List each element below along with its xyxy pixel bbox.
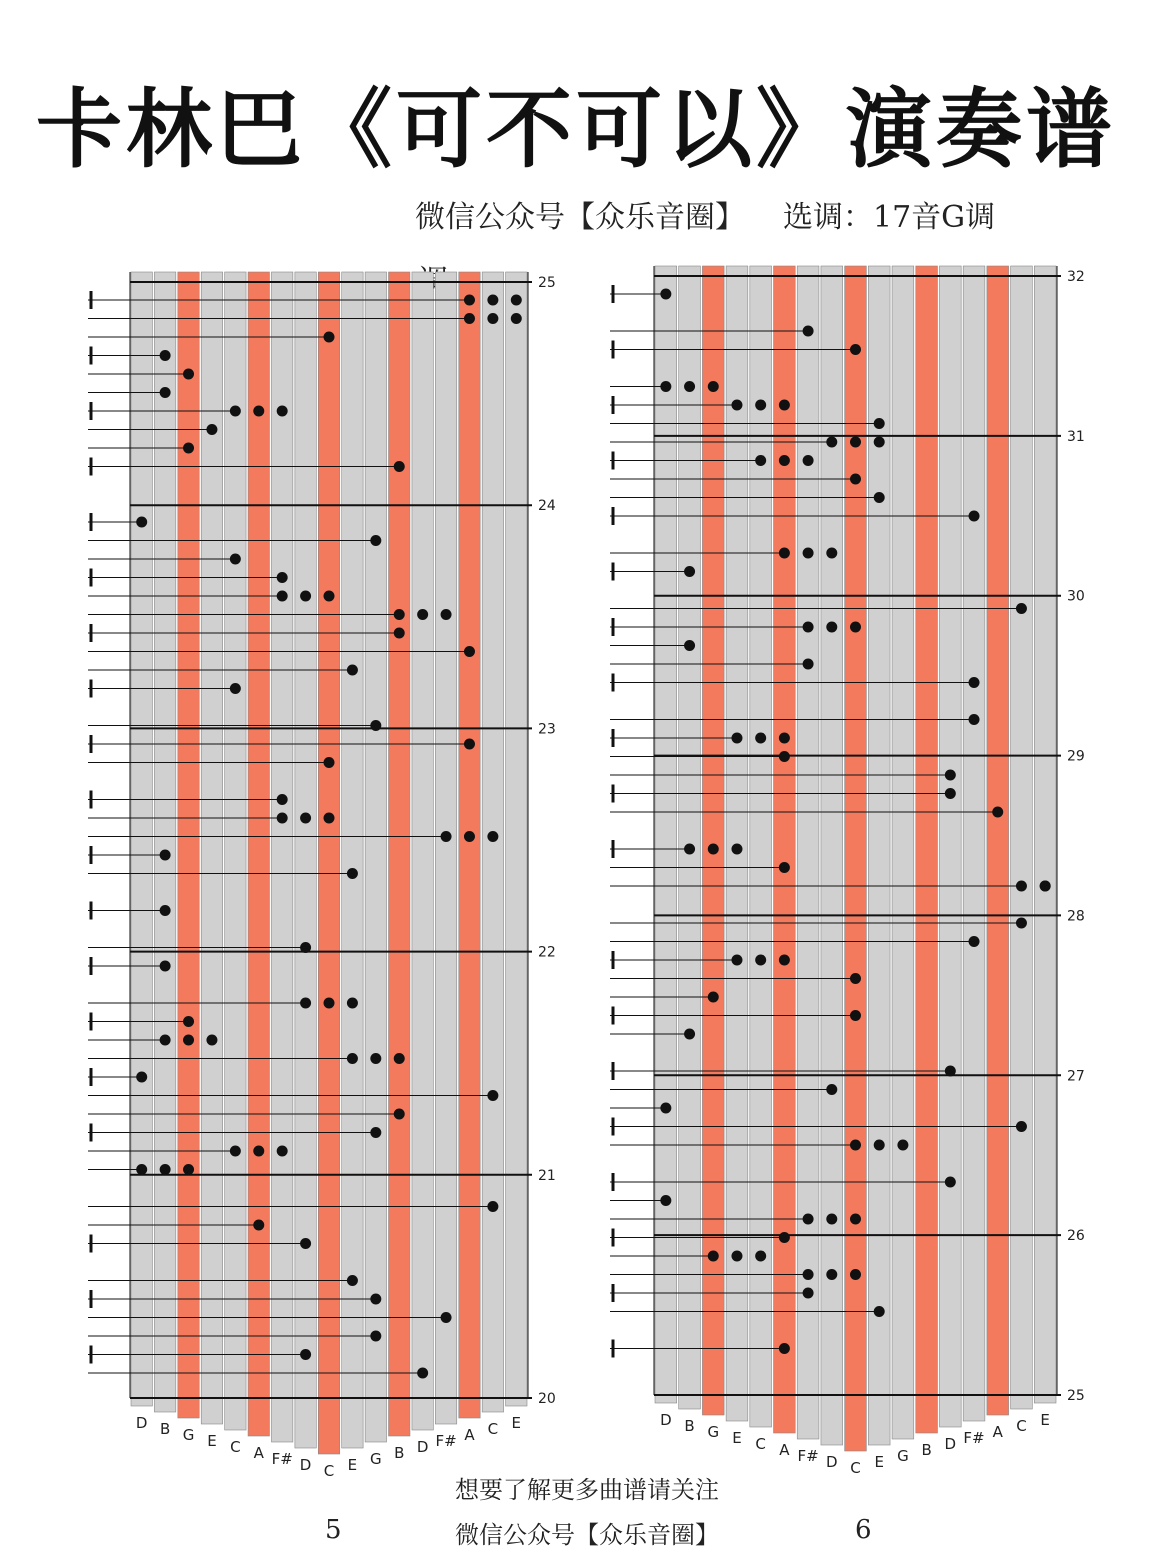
note-dot <box>708 381 719 392</box>
key-label: C <box>323 1462 335 1480</box>
measure-number: 26 <box>1067 1228 1085 1245</box>
key-label: D <box>416 1438 429 1456</box>
note-dot <box>779 955 790 966</box>
key-bar <box>702 266 724 1415</box>
note-dot <box>874 1140 885 1151</box>
measure-number: 24 <box>538 498 556 515</box>
key-label: D <box>660 1411 672 1429</box>
key-label: D <box>944 1435 957 1453</box>
measure-number: 31 <box>1067 428 1085 445</box>
note-dot <box>803 455 814 466</box>
note-dot <box>897 1140 908 1151</box>
key-label: B <box>159 1420 171 1438</box>
footer-line2: 微信公众号【众乐音圈】 <box>455 1521 719 1549</box>
key-bar <box>987 266 1009 1415</box>
note-dot <box>731 844 742 855</box>
key-label: D <box>135 1414 148 1432</box>
key-bar <box>1011 266 1033 1409</box>
note-dot <box>779 733 790 744</box>
key-bar <box>892 266 914 1439</box>
key-label: C <box>850 1459 861 1477</box>
key-label: C <box>755 1435 766 1453</box>
key-bar <box>774 266 796 1433</box>
key-label: G <box>182 1426 195 1444</box>
page-title: 卡林巴《可不可以》演奏谱 <box>36 80 1116 180</box>
key-bar <box>939 266 961 1427</box>
note-dot <box>826 1214 837 1225</box>
key-label: D <box>299 1456 312 1474</box>
note-dot <box>755 955 766 966</box>
note-dot <box>708 844 719 855</box>
key-label: E <box>207 1432 217 1450</box>
page-number-left: 5 <box>325 1515 342 1545</box>
note-dot <box>684 381 695 392</box>
note-dot <box>779 400 790 411</box>
measure-number: 29 <box>1067 748 1085 765</box>
measure-number: 22 <box>538 944 556 961</box>
key-label: 选调：17音G调 <box>783 200 996 235</box>
footer-line1: 想要了解更多曲谱请关注 <box>455 1476 719 1504</box>
key-label: F# <box>797 1447 819 1465</box>
key-label: F# <box>963 1429 985 1447</box>
measure-number: 30 <box>1067 588 1085 605</box>
key-label: E <box>874 1453 884 1471</box>
note-dot <box>803 548 814 559</box>
key-label: E <box>732 1429 742 1447</box>
key-label: E <box>347 1456 358 1474</box>
key-label: C <box>230 1438 241 1456</box>
note-dot <box>850 437 861 448</box>
key-label: B <box>394 1444 405 1462</box>
measure-number: 20 <box>538 1391 556 1407</box>
page-number-right: 6 <box>855 1515 872 1545</box>
key-label: A <box>992 1423 1003 1441</box>
key-label: A <box>779 1441 790 1459</box>
note-dot <box>850 1269 861 1280</box>
key-label: A <box>464 1426 475 1444</box>
measure-number: 28 <box>1067 908 1085 925</box>
measure-number: 32 <box>1067 269 1085 285</box>
key-label: C <box>487 1420 499 1438</box>
key-label: A <box>253 1444 264 1462</box>
key-label: F# <box>435 1432 457 1450</box>
key-label: G <box>897 1447 909 1465</box>
note-dot <box>826 622 837 633</box>
key-bar <box>916 266 938 1433</box>
key-label: B <box>921 1441 932 1459</box>
measure-number: 27 <box>1067 1068 1085 1085</box>
measure-number: 23 <box>538 721 556 738</box>
note-dot <box>1040 881 1051 892</box>
note-dot <box>755 733 766 744</box>
key-label: E <box>511 1414 522 1432</box>
note-dot <box>779 455 790 466</box>
note-dot <box>874 437 885 448</box>
key-label: G <box>707 1423 720 1441</box>
note-dot <box>826 548 837 559</box>
key-label: E <box>1040 1411 1050 1429</box>
note-dot <box>755 400 766 411</box>
measure-number: 25 <box>1067 1388 1085 1404</box>
key-label: G <box>370 1450 382 1468</box>
key-label: C <box>1016 1417 1027 1435</box>
note-dot <box>850 1214 861 1225</box>
measure-number: 25 <box>538 275 556 291</box>
key-label: D <box>826 1453 838 1471</box>
note-dot <box>826 1269 837 1280</box>
measure-number: 21 <box>538 1167 556 1184</box>
key-bar <box>963 266 985 1421</box>
note-dot <box>755 1251 766 1262</box>
key-label: F# <box>271 1450 293 1468</box>
note-dot <box>850 622 861 633</box>
source-label: 微信公众号【众乐音圈】 <box>415 200 745 235</box>
note-dot <box>731 1251 742 1262</box>
key-label: B <box>684 1417 695 1435</box>
